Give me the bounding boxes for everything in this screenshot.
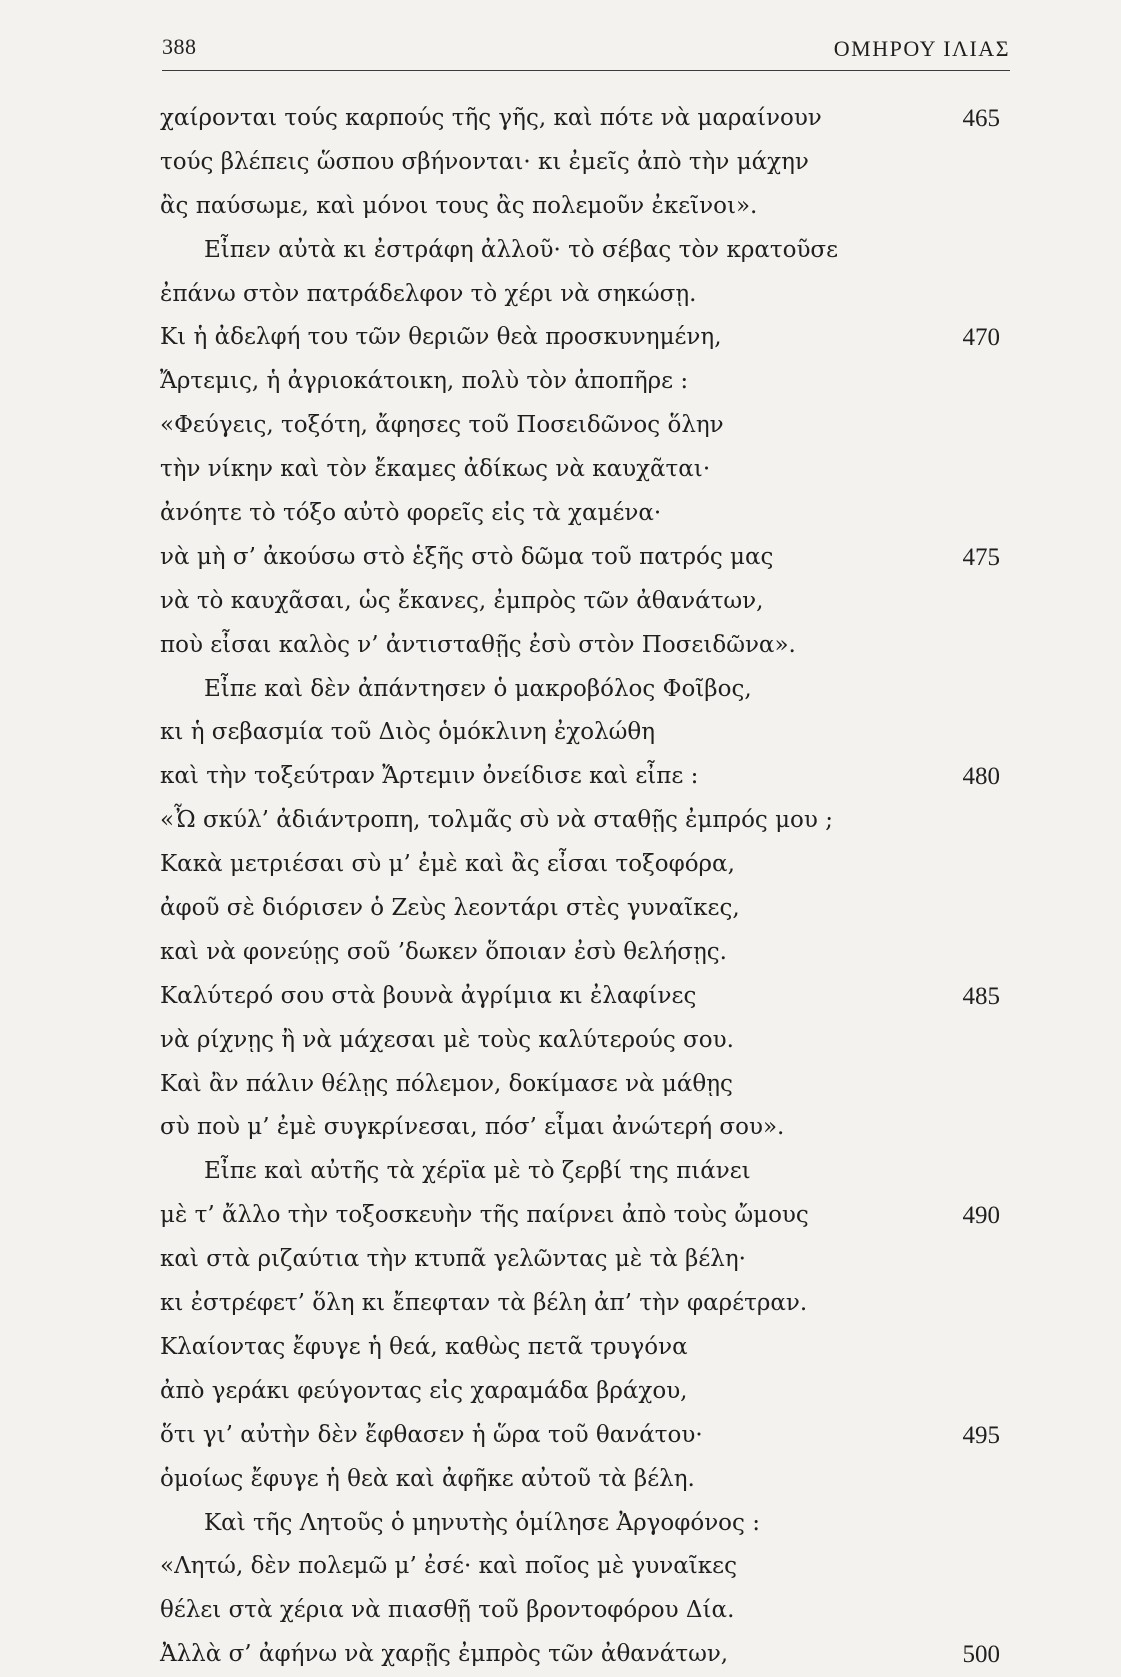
verse-text: χαίρονται τούς καρπούς τῆς γῆς, καὶ πότε νὰ μαραίνουν xyxy=(160,105,822,131)
verse-text: θέλει στὰ χέρια νὰ πιασθῇ τοῦ βροντοφόρου Δία. xyxy=(160,1597,735,1624)
verse-text: μὲ τ’ ἄλλο τὴν τοξοσκευὴν τῆς παίρνει ἀπὸ τοὺς ὤμους xyxy=(160,1202,809,1229)
verse-line xyxy=(160,668,1010,712)
verse-line xyxy=(160,1589,1010,1633)
verse-text: Κλαίοντας ἔφυγε ἡ θεά, καθὼς πετᾶ τρυγόνα xyxy=(160,1333,688,1360)
verse-text: καὶ τὴν τοξεύτραν Ἄρτεμιν ὀνείδισε καὶ εἶπε : xyxy=(160,763,699,790)
verse-text: ποὺ εἶσαι καλὸς ν’ ἀντισταθῇς ἐσὺ στὸν Ποσειδῶνα». xyxy=(160,631,796,658)
verse-line xyxy=(160,97,1010,141)
poem-text xyxy=(160,97,1010,1677)
line-number: 465 xyxy=(962,105,1000,132)
verse-line xyxy=(160,273,1010,317)
verse-line xyxy=(160,1150,1010,1194)
verse-text: τούς βλέπεις ὥσπου σβήνονται· κι ἐμεῖς ἀπὸ τὴν μάχην xyxy=(160,148,809,175)
line-number: 500 xyxy=(962,1641,1000,1669)
verse-text: Εἶπε καὶ δὲν ἀπάντησεν ὁ μακροβόλος Φοῖβος, xyxy=(204,675,752,702)
header-rule xyxy=(162,70,1010,71)
verse-text: κι ἐστρέφετ’ ὅλη κι ἔπεφταν τὰ βέλη ἀπ’ τὴν φαρέτραν. xyxy=(160,1290,808,1317)
line-number: 480 xyxy=(962,763,1000,791)
verse-line xyxy=(160,492,1010,536)
verse-line xyxy=(160,1414,1010,1458)
verse-text: καὶ νὰ φονεύῃς σοῦ ’δωκεν ὅποιαν ἐσὺ θελήσῃς. xyxy=(160,938,727,965)
verse-line xyxy=(160,1238,1010,1282)
verse-text: ἀπὸ γεράκι φεύγοντας εἰς χαραμάδα βράχου, xyxy=(160,1377,688,1404)
line-number: 475 xyxy=(962,543,1000,571)
line-number: 485 xyxy=(962,982,1000,1010)
verse-line xyxy=(160,536,1010,580)
verse-text: νὰ ρίχνῃς ἢ νὰ μάχεσαι μὲ τοὺς καλύτερούς σου. xyxy=(160,1026,734,1053)
verse-line xyxy=(160,711,1010,755)
verse-text: «Λητώ, δὲν πολεμῶ μ’ ἐσέ· καὶ ποῖος μὲ γυναῖκες xyxy=(160,1553,737,1580)
verse-line xyxy=(160,1019,1010,1063)
verse-line xyxy=(160,931,1010,975)
verse-text: ἀφοῦ σὲ διόρισεν ὁ Ζεὺς λεοντάρι στὲς γυναῖκες, xyxy=(160,895,740,922)
verse-line xyxy=(160,1502,1010,1546)
verse-line xyxy=(160,755,1010,799)
verse-line xyxy=(160,141,1010,185)
verse-line xyxy=(160,580,1010,624)
verse-line xyxy=(160,448,1010,492)
verse-line xyxy=(160,1282,1010,1326)
verse-line xyxy=(160,316,1010,360)
verse-line xyxy=(160,404,1010,448)
verse-text: κι ἡ σεβασμία τοῦ Διὸς ὁμόκλινη ἐχολώθη xyxy=(160,719,656,746)
running-title: ΟΜΗΡΟΥ ΙΛΙΑΣ xyxy=(833,36,1010,61)
verse-text: Κι ἡ ἀδελφή του τῶν θεριῶν θεὰ προσκυνημένη, xyxy=(160,324,722,351)
verse-text: Καὶ ἂν πάλιν θέλῃς πόλεμον, δοκίμασε νὰ μάθῃς xyxy=(160,1070,733,1097)
verse-line xyxy=(160,229,1010,273)
verse-text: τὴν νίκην καὶ τὸν ἔκαμες ἀδίκως νὰ καυχᾶται· xyxy=(160,456,711,483)
verse-text: Ἀλλὰ σ’ ἀφήνω νὰ χαρῇς ἐμπρὸς τῶν ἀθανάτων, xyxy=(160,1641,729,1668)
verse-line xyxy=(160,185,1010,229)
verse-line xyxy=(160,975,1010,1019)
verse-text: «Ὦ σκύλ’ ἀδιάντροπη, τολμᾶς σὺ νὰ σταθῇς ἐμπρός μου ; xyxy=(160,807,833,834)
verse-text: ὁμοίως ἔφυγε ἡ θεὰ καὶ ἀφῆκε αὐτοῦ τὰ βέλη. xyxy=(160,1465,695,1492)
verse-line xyxy=(160,1106,1010,1150)
verse-line xyxy=(160,1458,1010,1502)
verse-line xyxy=(160,1370,1010,1414)
verse-line xyxy=(160,799,1010,843)
verse-line xyxy=(160,843,1010,887)
verse-line xyxy=(160,1545,1010,1589)
line-number: 470 xyxy=(962,324,1000,352)
verse-line xyxy=(160,1326,1010,1370)
verse-text: ἂς παύσωμε, καὶ μόνοι τους ἂς πολεμοῦν ἐκεῖνοι». xyxy=(160,192,758,219)
verse-text: ὅτι γι’ αὐτὴν δὲν ἔφθασεν ἡ ὥρα τοῦ θανάτου· xyxy=(160,1421,703,1448)
page-header xyxy=(162,30,1010,70)
page-number: 388 xyxy=(162,34,197,59)
verse-text: Εἶπεν αὐτὰ κι ἐστράφη ἀλλοῦ· τὸ σέβας τὸν κρατοῦσε xyxy=(204,236,839,263)
verse-text: ἐπάνω στὸν πατράδελφον τὸ χέρι νὰ σηκώσῃ. xyxy=(160,280,697,307)
line-number: 495 xyxy=(962,1421,1000,1449)
line-number: 490 xyxy=(962,1202,1000,1230)
verse-text: «Φεύγεις, τοξότη, ἄφησες τοῦ Ποσειδῶνος ὅλην xyxy=(160,412,724,439)
verse-text: Εἶπε καὶ αὐτῆς τὰ χέρϊα μὲ τὸ ζερβί της πιάνει xyxy=(204,1158,751,1185)
verse-text: ἀνόητε τὸ τόξο αὐτὸ φορεῖς εἰς τὰ χαμένα· xyxy=(160,500,662,527)
verse-line xyxy=(160,887,1010,931)
verse-text: Καλύτερό σου στὰ βουνὰ ἀγρίμια κι ἐλαφίνες xyxy=(160,982,697,1009)
verse-line xyxy=(160,1194,1010,1238)
verse-line xyxy=(160,1633,1010,1677)
verse-line xyxy=(160,1063,1010,1107)
verse-text: καὶ στὰ ριζαύτια τὴν κτυπᾶ γελῶντας μὲ τὰ βέλη· xyxy=(160,1246,746,1273)
verse-text: Κακὰ μετριέσαι σὺ μ’ ἐμὲ καὶ ἂς εἶσαι τοξοφόρα, xyxy=(160,851,735,878)
verse-text: Καὶ τῆς Λητοῦς ὁ μηνυτὴς ὁμίλησε Ἀργοφόνος : xyxy=(204,1509,760,1536)
verse-text: σὺ ποὺ μ’ ἐμὲ συγκρίνεσαι, πόσ’ εἶμαι ἀνώτερή σου». xyxy=(160,1114,785,1141)
verse-line xyxy=(160,360,1010,404)
verse-text: Ἄρτεμις, ἡ ἀγριοκάτοικη, πολὺ τὸν ἀποπῆρε : xyxy=(160,368,689,395)
verse-text: νὰ τὸ καυχᾶσαι, ὡς ἔκανες, ἐμπρὸς τῶν ἀθανάτων, xyxy=(160,587,764,614)
verse-line xyxy=(160,624,1010,668)
verse-text: νὰ μὴ σ’ ἀκούσω στὸ ἑξῆς στὸ δῶμα τοῦ πατρός μας xyxy=(160,543,774,570)
